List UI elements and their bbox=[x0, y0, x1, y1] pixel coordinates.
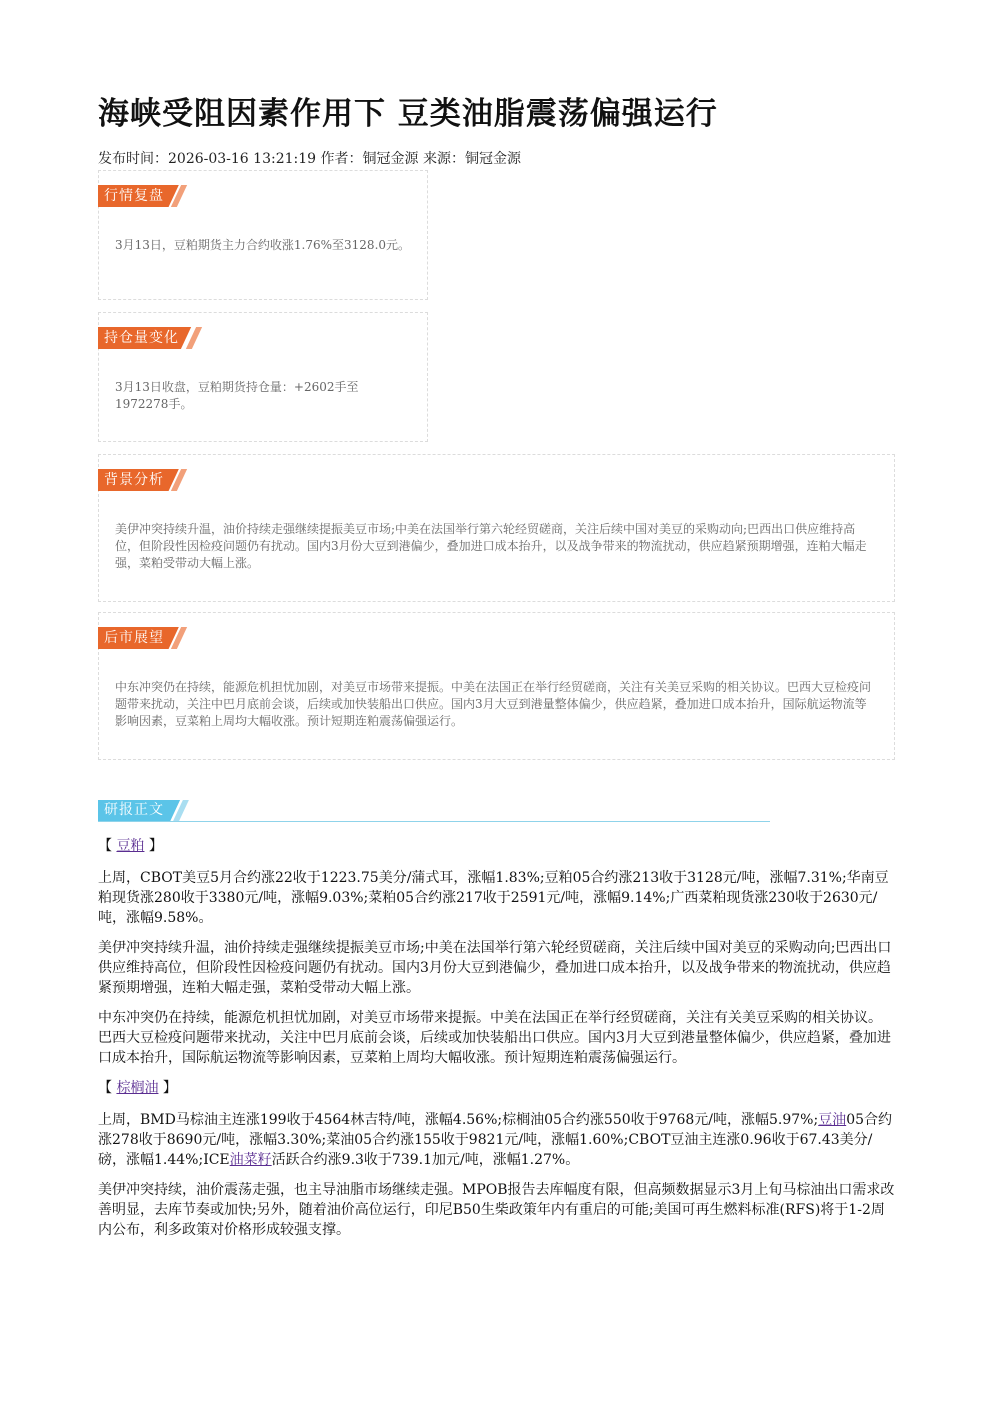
paragraph: 美伊冲突持续升温，油价持续走强继续提振美豆市场;中美在法国举行第六轮经贸磋商，关注后续中国对美豆的采购动向;巴西出口供应维持高位，但阶段性因检疫问题仍有扰动。国内3月份大豆到港偏少，叠加进口成本抬升，以及战争带来的物流扰动，供应趋紧预期增强，连粕大幅走强，菜粕受带动大幅上涨。 bbox=[98, 940, 892, 996]
link-soymeal[interactable]: 豆粕 bbox=[116, 838, 145, 854]
paragraph bbox=[98, 1110, 895, 1170]
section-tag: 持仓量变化 bbox=[98, 327, 201, 349]
bracket-open: 【 bbox=[98, 1080, 117, 1096]
paragraph: 美伊冲突持续，油价震荡走强，也主导油脂市场继续走强。MPOB报告去库幅度有限，但高频数据显示3月上旬马棕油出口需求改善明显，去库节奏或加快;另外，随着油价高位运行，印尼B50生柴政策年内有重启的可能;美国可再生燃料标准(RFS)将于1-2周内公布，利多政策对价格形成较强支撑。 bbox=[98, 1182, 895, 1238]
page-title: 海峡受阻因素作用下 豆类油脂震荡偏强运行 bbox=[98, 96, 718, 132]
article-meta: 发布时间：2026-03-16 13:21:19 作者：铜冠金源 来源：铜冠金源 bbox=[98, 151, 521, 167]
report-tag: 研报正文 bbox=[98, 800, 188, 821]
report-header bbox=[98, 800, 770, 822]
summary-text: 美伊冲突持续升温，油价持续走强继续提振美豆市场;中美在法国举行第六轮经贸磋商，关注后续中国对美豆的采购动向;巴西出口供应维持高位，但阶段性因检疫问题仍有扰动。国内3月份大豆到港偏少，叠加进口成本抬升，以及战争带来的物流扰动，供应趋紧预期增强，连粕大幅走强，菜粕受带动大幅上涨。 bbox=[115, 522, 867, 570]
text-run: 活跃合约涨9.3收于739.1加元/吨，涨幅1.27%。 bbox=[271, 1152, 580, 1168]
article-body bbox=[98, 836, 895, 1250]
paragraph: 上周，CBOT美豆5月合约涨22收于1223.75美分/蒲式耳，涨幅1.83%;豆粕05合约涨213收于3128元/吨，涨幅7.31%;华南豆粕现货涨280收于3380元/吨，涨幅9.03%;菜粕05合约涨217收于2591元/吨，涨幅9.14%;广西菜粕现货涨230收于2630元/吨，涨幅9.58%。 bbox=[98, 870, 889, 926]
bracket-open: 【 bbox=[98, 838, 117, 854]
summary-box-market-review bbox=[98, 170, 428, 300]
summary-text: 3月13日，豆粕期货主力合约收涨1.76%至3128.0元。 bbox=[115, 238, 411, 252]
link-soybean-oil[interactable]: 豆油 bbox=[818, 1112, 847, 1128]
link-palm-oil[interactable]: 棕榈油 bbox=[116, 1080, 159, 1096]
summary-box-background bbox=[98, 454, 895, 602]
section-tag: 后市展望 bbox=[98, 627, 186, 649]
text-run: 05合约涨278收于8690元/吨，涨幅3.30%;菜油05合约涨155收于9821元/吨，涨幅1.60%;CBOT豆油主连涨0.96收于67.43美分/磅，涨幅1.44%;ICE bbox=[98, 1112, 893, 1168]
summary-box-outlook bbox=[98, 612, 895, 760]
bracket-close: 】 bbox=[158, 1080, 177, 1096]
summary-text: 3月13日收盘，豆粕期货持仓量：+2602手至1972278手。 bbox=[115, 380, 359, 411]
text-run: 上周，BMD马棕油主连涨199收于4564林吉特/吨，涨幅4.56%;棕榈油05合约涨550收于9768元/吨，涨幅5.97%; bbox=[98, 1112, 819, 1128]
section-tag: 背景分析 bbox=[98, 469, 186, 491]
section-heading-soymeal bbox=[98, 836, 895, 856]
bracket-close: 】 bbox=[144, 838, 163, 854]
section-tag: 行情复盘 bbox=[98, 185, 186, 207]
paragraph: 中东冲突仍在持续，能源危机担忧加剧，对美豆市场带来提振。中美在法国正在举行经贸磋商，关注有关美豆采购的相关协议。巴西大豆检疫问题带来扰动，关注中巴月底前会谈，后续或加快装船出口供应。国内3月大豆到港量整体偏少，供应趋紧，叠加进口成本抬升，国际航运物流等影响因素，豆菜粕上周均大幅收涨。预计短期连粕震荡偏强运行。 bbox=[98, 1010, 891, 1066]
summary-text: 中东冲突仍在持续，能源危机担忧加剧，对美豆市场带来提振。中美在法国正在举行经贸磋商，关注有关美豆采购的相关协议。巴西大豆检疫问题带来扰动，关注中巴月底前会谈，后续或加快装船出口供应。国内3月大豆到港量整体偏少，供应趋紧，叠加进口成本抬升，国际航运物流等影响因素，豆菜粕上周均大幅收涨。预计短期连粕震荡偏强运行。 bbox=[115, 680, 872, 728]
link-rapeseed[interactable]: 油菜籽 bbox=[229, 1152, 272, 1168]
section-heading-palm-oil bbox=[98, 1078, 895, 1098]
summary-box-open-interest bbox=[98, 312, 428, 442]
